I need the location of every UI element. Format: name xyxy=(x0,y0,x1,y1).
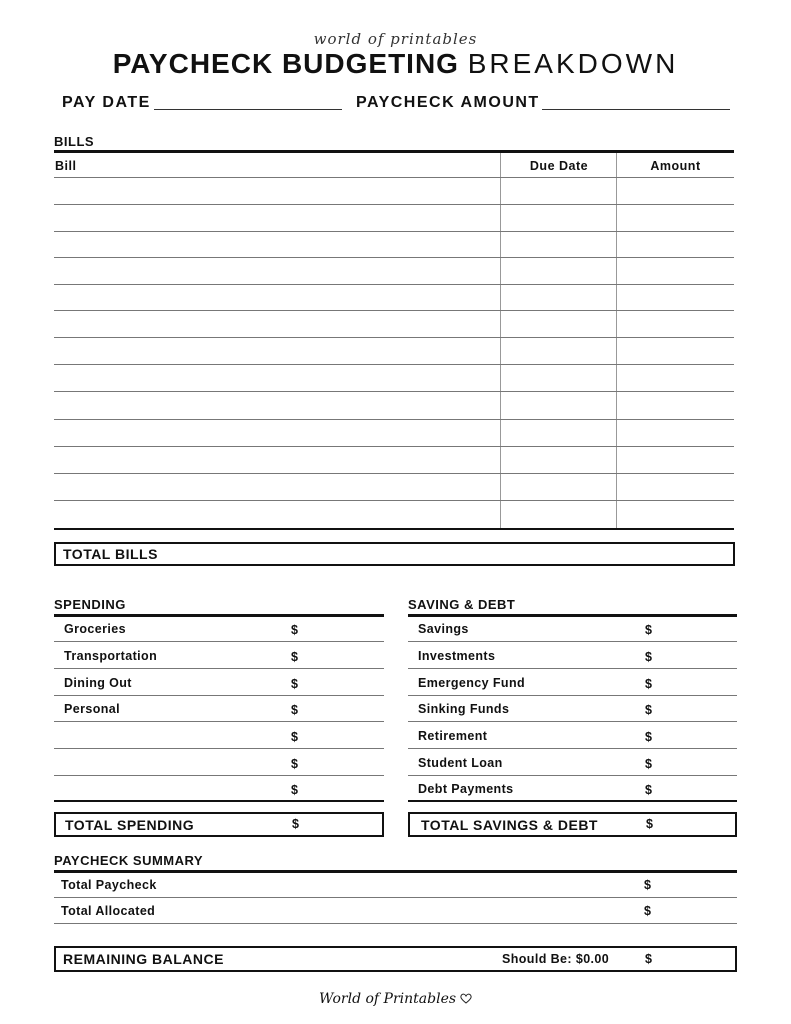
paycheck-amount-field[interactable] xyxy=(542,109,730,110)
saving-row-line xyxy=(408,695,737,696)
saving-title: SAVING & DEBT xyxy=(408,597,516,612)
bill-row-line[interactable] xyxy=(54,337,734,338)
saving-item-currency[interactable]: $ xyxy=(645,730,652,744)
saving-top-rule xyxy=(408,614,737,617)
bill-row-line[interactable] xyxy=(54,419,734,420)
bill-row-line[interactable] xyxy=(54,177,734,178)
bill-row-line[interactable] xyxy=(54,500,734,501)
brand-header: world of printables xyxy=(313,30,478,48)
bill-row-line[interactable] xyxy=(54,391,734,392)
bill-row-line[interactable] xyxy=(54,310,734,311)
bill-row-line[interactable] xyxy=(54,473,734,474)
remaining-balance-label: REMAINING BALANCE xyxy=(63,951,224,967)
page-title xyxy=(0,48,791,80)
remaining-balance-box[interactable] xyxy=(54,946,737,972)
saving-item-currency[interactable]: $ xyxy=(645,703,652,717)
summary-total-allocated-label: Total Allocated xyxy=(61,904,156,918)
spending-item-label: Personal xyxy=(64,702,121,716)
spending-row-line xyxy=(54,721,384,722)
total-bills-label: TOTAL BILLS xyxy=(63,546,158,562)
spending-item-currency[interactable]: $ xyxy=(291,757,298,771)
saving-item-label: Emergency Fund xyxy=(418,676,526,690)
spending-item-currency[interactable]: $ xyxy=(291,623,298,637)
saving-item-label: Investments xyxy=(418,649,496,663)
summary-row-line-2 xyxy=(54,923,737,924)
spending-row-line xyxy=(54,695,384,696)
total-spending-box[interactable] xyxy=(54,812,384,837)
heart-icon xyxy=(460,991,472,1007)
summary-total-paycheck-currency: $ xyxy=(644,878,651,892)
spending-item-currency[interactable]: $ xyxy=(291,677,298,691)
summary-total-paycheck-label: Total Paycheck xyxy=(61,878,157,892)
title-bold: PAYCHECK BUDGETING xyxy=(112,48,459,79)
saving-item-label: Retirement xyxy=(418,729,488,743)
paycheck-amount-label: PAYCHECK AMOUNT xyxy=(356,94,540,111)
spending-item-label: Groceries xyxy=(64,622,126,636)
should-be-note: Should Be: $0.00 xyxy=(502,952,610,966)
bills-col-bill: Bill xyxy=(55,159,77,173)
bill-row-line[interactable] xyxy=(54,231,734,232)
bill-row-line[interactable] xyxy=(54,204,734,205)
saving-item-label: Savings xyxy=(418,622,469,636)
spending-item-label: Dining Out xyxy=(64,676,132,690)
bills-col-amount: Amount xyxy=(650,159,701,173)
summary-total-allocated-currency: $ xyxy=(644,904,651,918)
saving-item-label: Sinking Funds xyxy=(418,702,510,716)
spending-item-label: Transportation xyxy=(64,649,158,663)
bill-row-line[interactable] xyxy=(54,284,734,285)
saving-item-currency[interactable]: $ xyxy=(645,783,652,797)
saving-bottom-rule xyxy=(408,800,737,802)
summary-row-line-1 xyxy=(54,897,737,898)
saving-row-line xyxy=(408,641,737,642)
spending-title: SPENDING xyxy=(54,597,126,612)
bills-col-due-date: Due Date xyxy=(529,159,589,173)
saving-row-line xyxy=(408,748,737,749)
spending-top-rule xyxy=(54,614,384,617)
spending-item-currency[interactable]: $ xyxy=(291,703,298,717)
pay-date-field[interactable] xyxy=(154,109,342,110)
spending-item-currency[interactable]: $ xyxy=(291,730,298,744)
spending-row-line xyxy=(54,748,384,749)
summary-title: PAYCHECK SUMMARY xyxy=(54,853,204,868)
pay-date-label: PAY DATE xyxy=(62,94,151,111)
title-light: BREAKDOWN xyxy=(467,48,679,79)
bills-bottom-rule xyxy=(54,528,734,530)
saving-item-label: Student Loan xyxy=(418,756,503,770)
bill-row-line[interactable] xyxy=(54,446,734,447)
total-spending-label: TOTAL SPENDING xyxy=(65,817,195,833)
footer-brand-text: World of Printables xyxy=(319,991,457,1007)
total-spending-currency: $ xyxy=(292,817,299,831)
total-saving-box[interactable] xyxy=(408,812,737,837)
bills-top-rule xyxy=(54,150,734,153)
spending-row-line xyxy=(54,641,384,642)
spending-row-line xyxy=(54,668,384,669)
total-bills-box[interactable] xyxy=(54,542,735,566)
spending-item-currency[interactable]: $ xyxy=(291,650,298,664)
total-saving-currency: $ xyxy=(646,817,653,831)
spending-row-line xyxy=(54,775,384,776)
saving-item-currency[interactable]: $ xyxy=(645,677,652,691)
total-saving-label: TOTAL SAVINGS & DEBT xyxy=(421,817,598,833)
spending-bottom-rule xyxy=(54,800,384,802)
bills-title: BILLS xyxy=(54,134,95,149)
saving-item-label: Debt Payments xyxy=(418,782,514,796)
bill-row-line[interactable] xyxy=(54,364,734,365)
remaining-balance-currency: $ xyxy=(645,952,652,966)
saving-item-currency[interactable]: $ xyxy=(645,757,652,771)
spending-item-currency[interactable]: $ xyxy=(291,783,298,797)
saving-item-currency[interactable]: $ xyxy=(645,623,652,637)
saving-row-line xyxy=(408,775,737,776)
footer-brand xyxy=(0,990,791,1007)
saving-row-line xyxy=(408,668,737,669)
saving-item-currency[interactable]: $ xyxy=(645,650,652,664)
summary-top-rule xyxy=(54,870,737,873)
bill-row-line[interactable] xyxy=(54,257,734,258)
saving-row-line xyxy=(408,721,737,722)
